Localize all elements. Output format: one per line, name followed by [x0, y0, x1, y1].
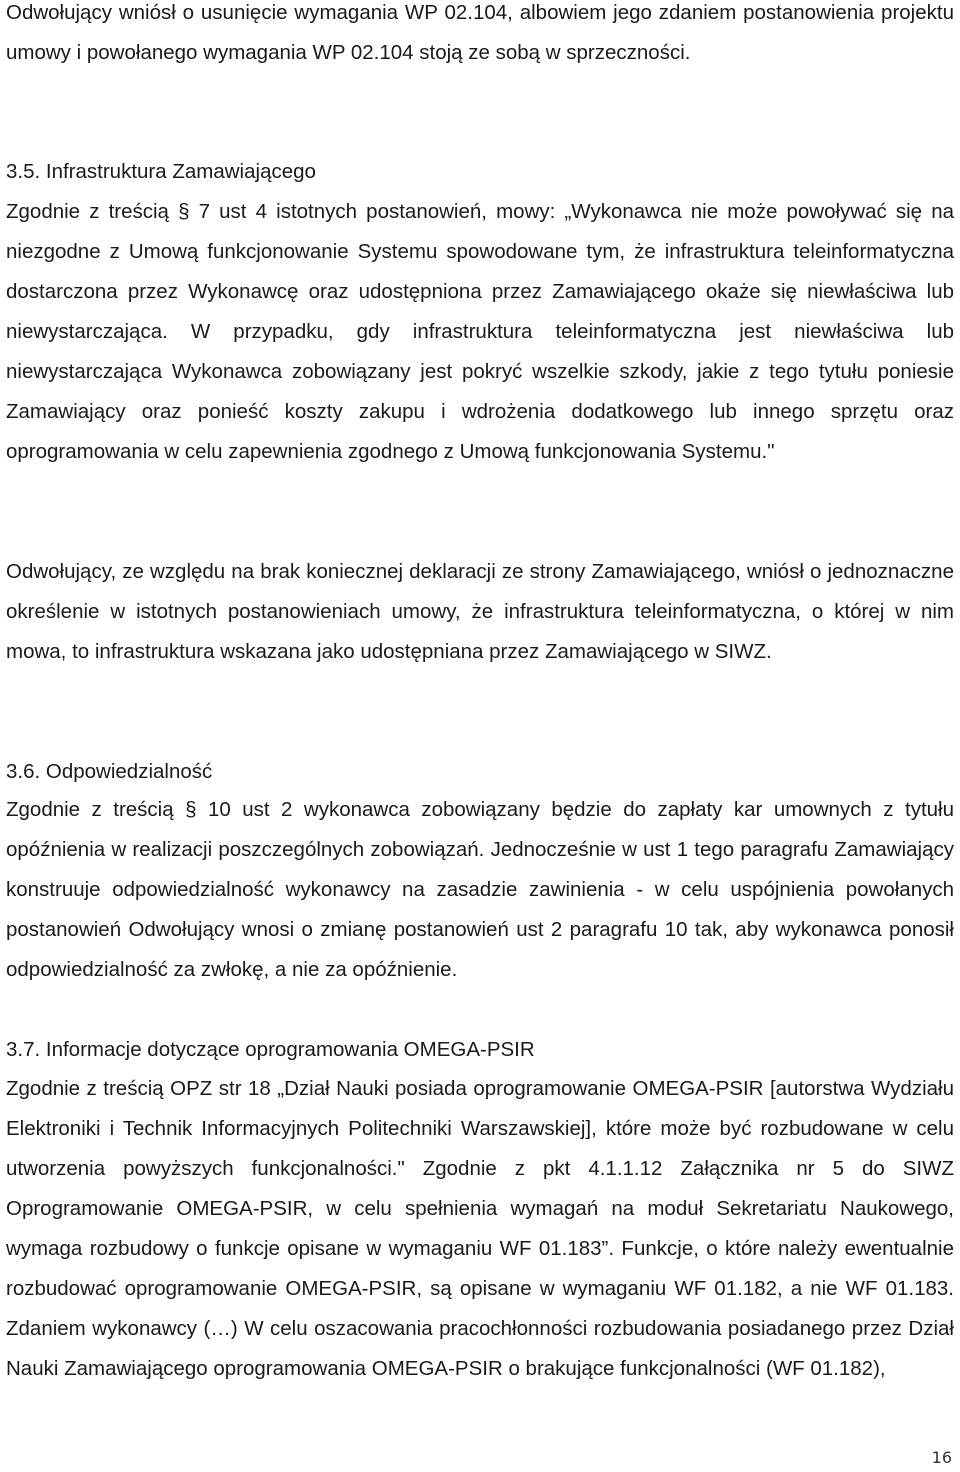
section-heading-3-6: 3.6. Odpowiedzialność: [6, 760, 213, 783]
section-body-3-7: Zgodnie z treścią OPZ str 18 „Dział Nauki posiada oprogramowanie OMEGA-PSIR [autorstwa Wydziału Elektroniki i Technik Informacyjnych Politechniki Warszawskiej], które może być rozbudowane w celu utworzenia powyższych funkcjonalności." Zgodnie z pkt 4.1.1.12 Załącznika nr 5 do SIWZ Oprogramowanie OMEGA-PSIR, w celu spełnienia wymagań na moduł Sekretariatu Naukowego, wymaga rozbudowy o funkcje opisane w wymaganiu WF 01.183”. Funkcje, o które należy ewentualnie rozbudować oprogramowanie OMEGA-PSIR, są opisane w wymaganiu WF 01.182, a nie WF 01.183. Zdaniem wykonawcy (…) W celu oszacowania pracochłonności rozbudowania posiadanego przez Dział Nauki Zamawiającego oprogramowania OMEGA-PSIR o brakujące funkcjonalności (WF 01.182),: [6, 1077, 954, 1380]
page-number: 16: [931, 1448, 952, 1467]
paragraph-intro: Odwołujący wniósł o usunięcie wymagania WP 02.104, albowiem jego zdaniem postanowienia projektu umowy i powołanego wymagania WP 02.104 stoją ze sobą w sprzeczności.: [6, 1, 954, 64]
section-body-3-5-continued: Odwołujący, ze względu na brak koniecznej deklaracji ze strony Zamawiającego, wniósł o jednoznaczne określenie w istotnych postanowieniach umowy, że infrastruktura teleinformatyczna, o której w nim mowa, to infrastruktura wskazana jako udostępniana przez Zamawiającego w SIWZ.: [6, 560, 954, 663]
section-heading-3-5: 3.5. Infrastruktura Zamawiającego: [6, 160, 316, 183]
section-body-3-5: Zgodnie z treścią § 7 ust 4 istotnych postanowień, mowy: „Wykonawca nie może powoływać się na niezgodne z Umową funkcjonowanie Systemu spowodowane tym, że infrastruktura teleinformatyczna dostarczona przez Wykonawcę oraz udostępniona przez Zamawiającego okaże się niewłaściwa lub niewystarczająca. W przypadku, gdy infrastruktura teleinformatyczna jest niewłaściwa lub niewystarczająca Wykonawca zobowiązany jest pokryć wszelkie szkody, jakie z tego tytułu poniesie Zamawiający oraz ponieść koszty zakupu i wdrożenia dodatkowego lub innego sprzętu oraz oprogramowania w celu zapewnienia zgodnego z Umową funkcjonowania Systemu.": [6, 200, 954, 463]
section-body-3-6: Zgodnie z treścią § 10 ust 2 wykonawca zobowiązany będzie do zapłaty kar umownych z tytułu opóźnienia w realizacji poszczególnych zobowiązań. Jednocześnie w ust 1 tego paragrafu Zamawiający konstruuje odpowiedzialność wykonawcy na zasadzie zawinienia - w celu uspójnienia powołanych postanowień Odwołujący wnosi o zmianę postanowień ust 2 paragrafu 10 tak, aby wykonawca ponosił odpowiedzialność za zwłokę, a nie za opóźnienie.: [6, 798, 954, 981]
section-heading-3-7: 3.7. Informacje dotyczące oprogramowania OMEGA-PSIR: [6, 1038, 535, 1061]
